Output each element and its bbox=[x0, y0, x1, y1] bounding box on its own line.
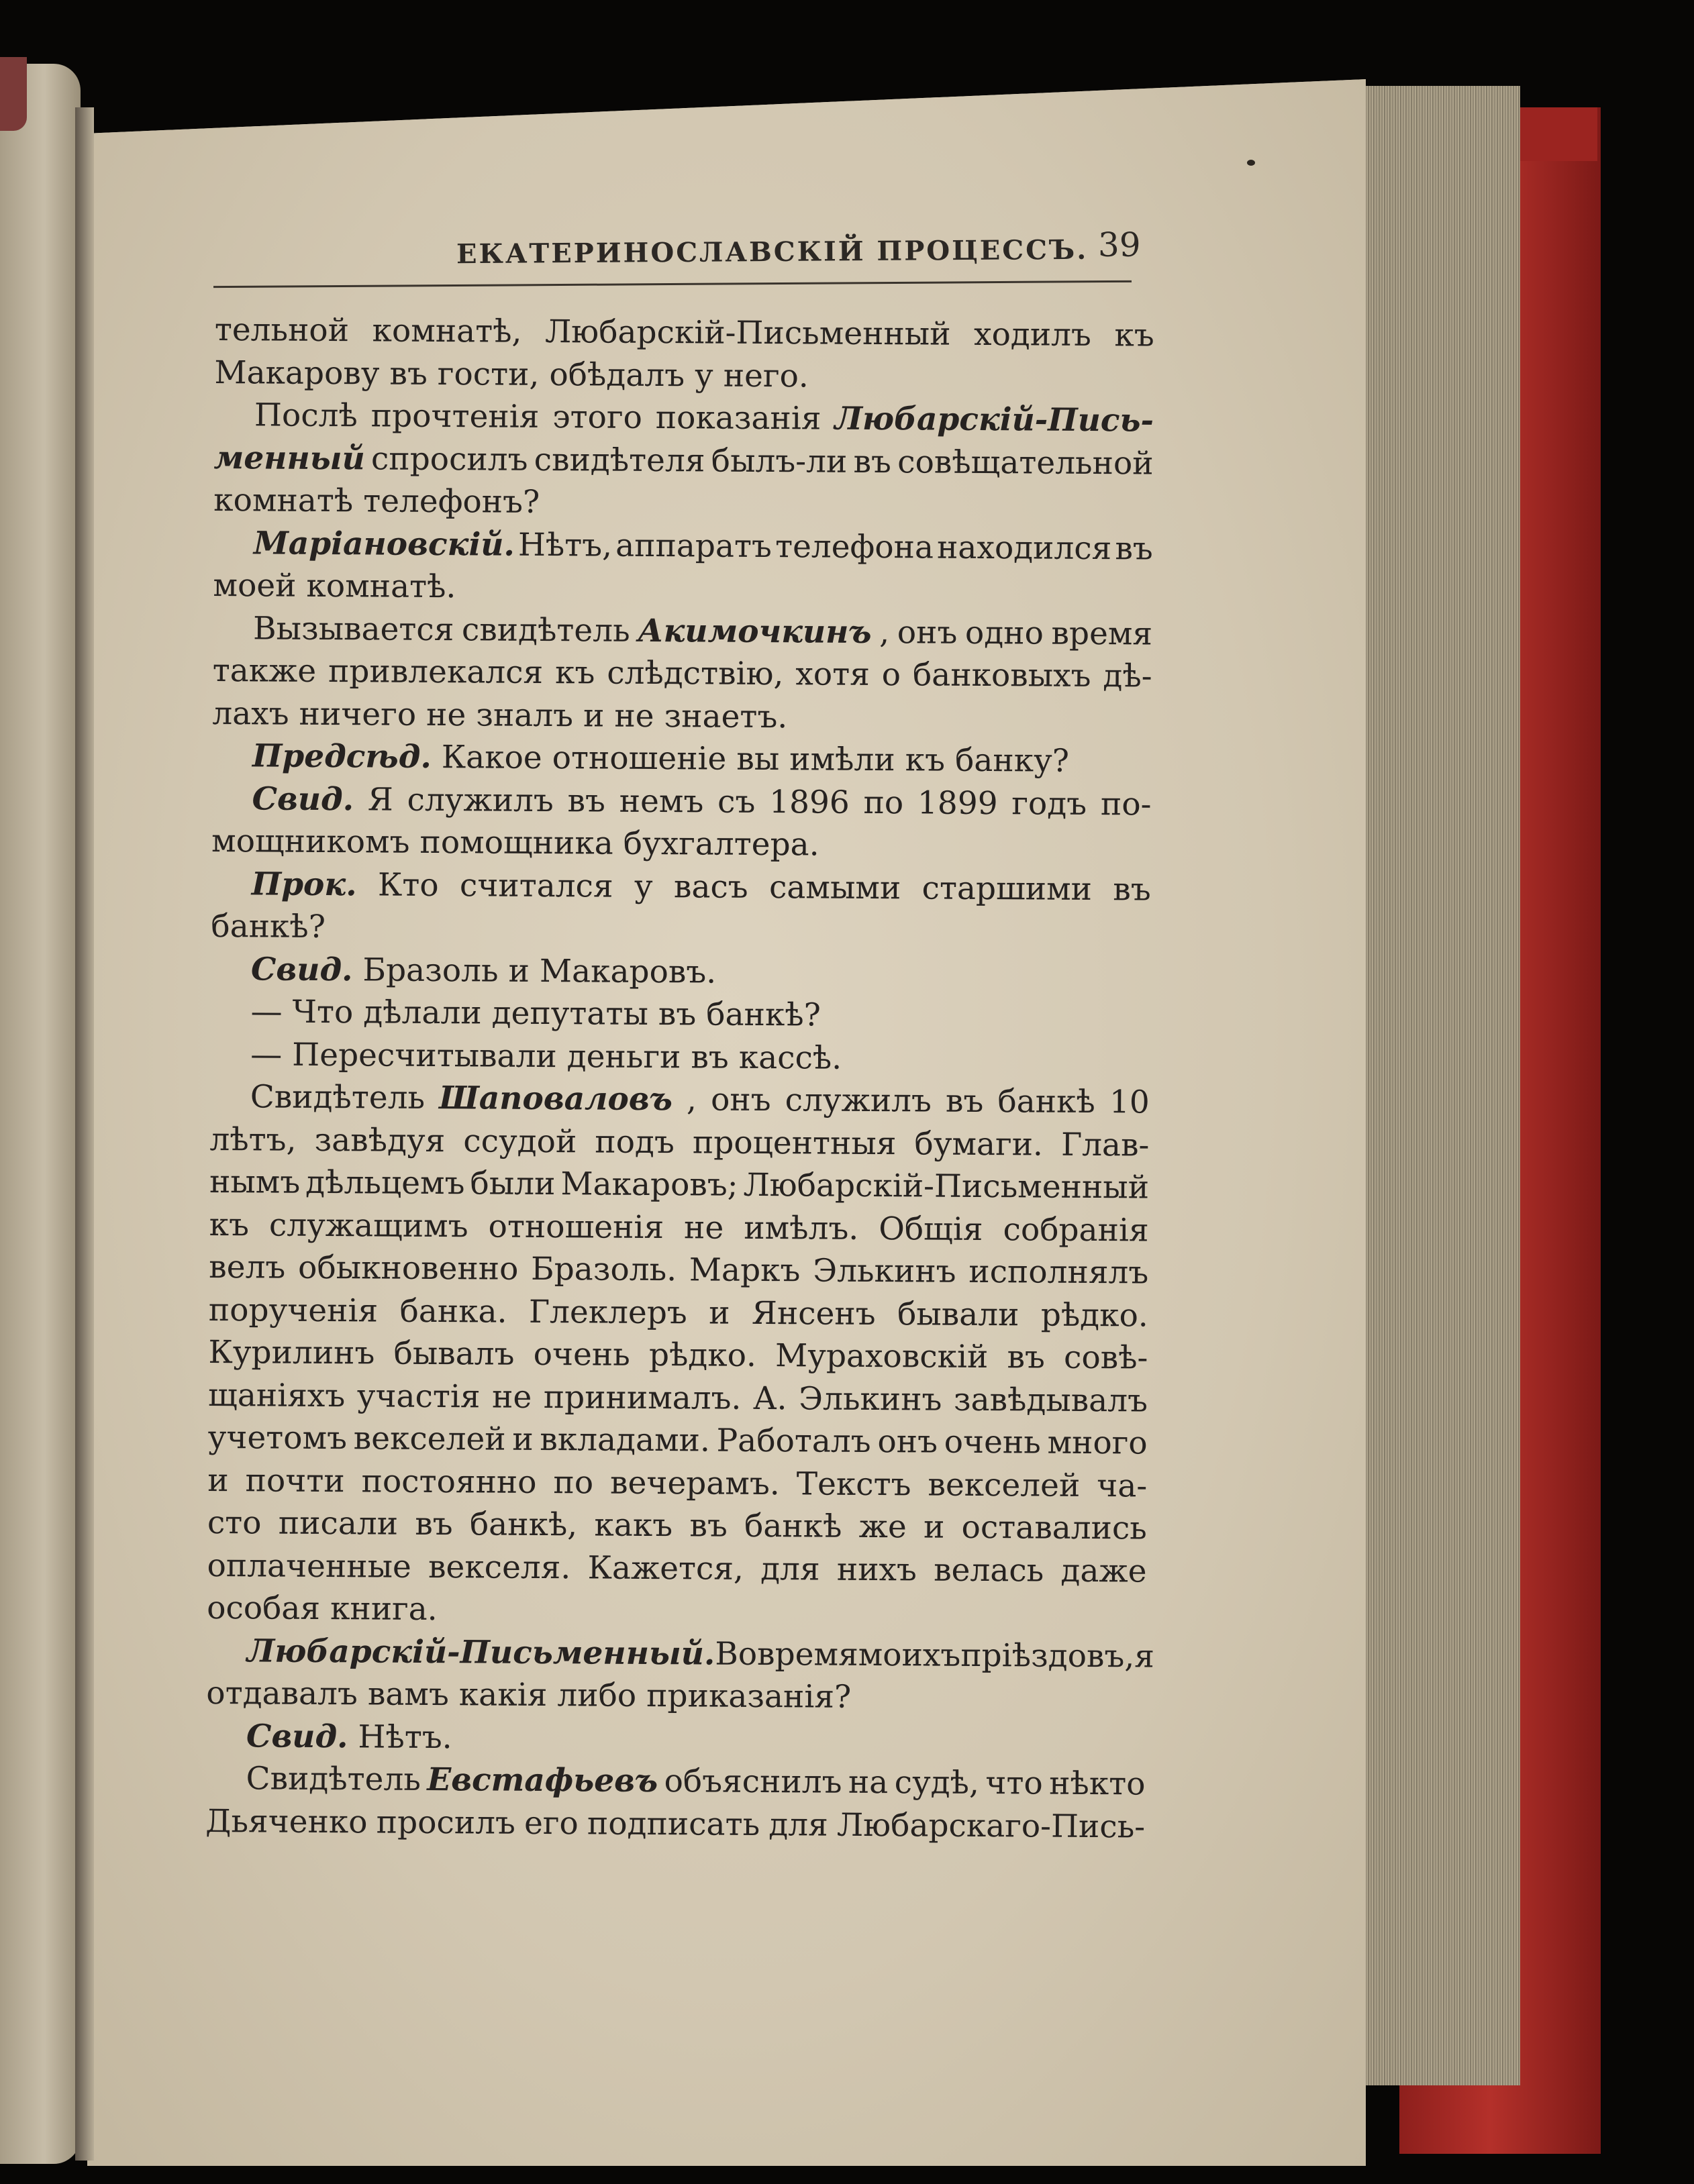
text-word: Глеклеръ bbox=[528, 1293, 687, 1331]
text-line bbox=[207, 1587, 1146, 1635]
text-word: постоянно bbox=[361, 1462, 537, 1501]
text-word: въ bbox=[853, 443, 892, 480]
running-head: ЕКАТЕРИНОСЛАВСКІЙ ПРОЦЕССЪ. bbox=[456, 233, 1089, 270]
text-word: у bbox=[694, 356, 713, 395]
text-word: Любарскаго-Пись- bbox=[836, 1806, 1146, 1846]
text-word: совѣщательной bbox=[897, 443, 1154, 482]
speaker-name: Акимочкинъ bbox=[638, 612, 872, 651]
speaker-name: Свид. bbox=[252, 780, 354, 818]
text-word: въ bbox=[691, 1038, 729, 1076]
text-word: онъ bbox=[710, 1081, 771, 1119]
text-word: по- bbox=[1100, 785, 1152, 823]
text-word: не bbox=[614, 697, 654, 735]
text-word: дѣ- bbox=[1103, 658, 1152, 695]
text-word: Послѣ bbox=[254, 397, 358, 435]
text-word: — bbox=[250, 1035, 283, 1074]
text-word: въ bbox=[945, 1082, 984, 1121]
text-word: ходилъ bbox=[973, 315, 1092, 354]
text-word: 1896 bbox=[768, 783, 850, 821]
speaker-name: Любарскій-Пись- bbox=[834, 400, 1154, 439]
text-line bbox=[214, 351, 1154, 399]
text-word: были bbox=[470, 1165, 556, 1203]
text-line bbox=[208, 1373, 1148, 1422]
text-word: гости, bbox=[437, 355, 540, 393]
text-word: немъ bbox=[619, 782, 704, 820]
text-word: вкладами. bbox=[540, 1420, 711, 1459]
text-word: къ bbox=[554, 654, 595, 692]
text-word: привлекался bbox=[328, 653, 544, 691]
speaker-name: Предсѣд. bbox=[252, 737, 432, 776]
text-word: и bbox=[512, 1420, 534, 1458]
text-word: спросилъ bbox=[370, 439, 528, 478]
text-word: подписать bbox=[587, 1804, 760, 1843]
text-word: и bbox=[508, 952, 530, 990]
text-word: для bbox=[760, 1550, 820, 1588]
text-line bbox=[207, 1544, 1146, 1592]
text-line bbox=[209, 1118, 1149, 1166]
text-word: вамъ bbox=[367, 1675, 450, 1714]
text-word: порученія bbox=[208, 1291, 379, 1330]
text-line bbox=[206, 1714, 1146, 1763]
text-line bbox=[211, 862, 1151, 911]
text-word: завѣдуя bbox=[314, 1121, 446, 1159]
text-word: банкѣ? bbox=[211, 907, 326, 946]
text-word: отношеніе bbox=[552, 739, 727, 778]
text-word: бухгалтера. bbox=[623, 825, 819, 864]
text-word: Макаровъ; bbox=[560, 1165, 738, 1204]
text-word: въ bbox=[689, 1507, 728, 1545]
text-word: ссудой bbox=[463, 1122, 577, 1160]
text-word: къ bbox=[1114, 317, 1154, 354]
text-word: прочтенія bbox=[370, 397, 540, 435]
text-line bbox=[210, 1033, 1150, 1081]
text-word: лѣтъ, bbox=[209, 1121, 297, 1159]
text-word: ча- bbox=[1097, 1467, 1148, 1505]
text-word: учетомъ bbox=[207, 1418, 348, 1457]
text-word: его bbox=[524, 1804, 579, 1842]
text-word: зналъ bbox=[476, 696, 574, 734]
text-word: велась bbox=[934, 1551, 1044, 1590]
text-word: Макарову bbox=[214, 354, 380, 393]
text-word: хотя bbox=[795, 656, 870, 693]
text-line bbox=[211, 820, 1151, 868]
text-word: васъ bbox=[673, 868, 748, 906]
text-word: время bbox=[756, 1635, 858, 1673]
text-word: онъ bbox=[897, 613, 958, 652]
text-word: банка. bbox=[399, 1292, 507, 1331]
text-word: и bbox=[207, 1461, 229, 1499]
text-word: служилъ bbox=[785, 1082, 932, 1120]
text-line bbox=[211, 905, 1150, 953]
text-word: для bbox=[768, 1806, 828, 1844]
text-word: знаетъ. bbox=[664, 697, 788, 735]
text-word: въ bbox=[567, 782, 606, 820]
text-word: Пересчитывали bbox=[292, 1036, 557, 1075]
text-word: къ bbox=[209, 1206, 250, 1243]
text-word: бумаги. bbox=[914, 1125, 1044, 1163]
text-word: Свидѣтель bbox=[250, 1078, 426, 1116]
text-word: 1899 bbox=[917, 784, 998, 822]
text-word: вечерамъ. bbox=[609, 1464, 780, 1502]
text-word: рѣдко. bbox=[648, 1336, 757, 1374]
text-word: находился bbox=[936, 529, 1112, 567]
text-word: Что bbox=[292, 993, 354, 1031]
speaker-name: Прок. bbox=[251, 865, 357, 903]
ink-speck bbox=[1247, 160, 1255, 166]
text-word: собранія bbox=[1003, 1210, 1149, 1249]
text-line bbox=[212, 735, 1152, 783]
text-word: банку? bbox=[954, 741, 1070, 780]
text-word: Кто bbox=[377, 866, 439, 904]
text-word: Я bbox=[367, 780, 393, 819]
text-word: мощникомъ bbox=[211, 822, 410, 861]
text-word: онъ bbox=[877, 1423, 938, 1461]
text-word: исполнялъ bbox=[968, 1253, 1149, 1292]
text-word: въ bbox=[389, 355, 428, 393]
text-word: векселя. bbox=[428, 1548, 571, 1586]
text-word: время bbox=[1051, 615, 1153, 653]
text-word: считался bbox=[459, 866, 613, 905]
text-word: служащимъ bbox=[268, 1206, 468, 1245]
text-word: показанія bbox=[655, 399, 821, 437]
text-word: банкѣ? bbox=[706, 996, 821, 1034]
text-word: принималъ. bbox=[543, 1378, 742, 1417]
text-word: дѣлали bbox=[363, 994, 482, 1032]
text-word: моей bbox=[213, 566, 297, 605]
text-word: по bbox=[553, 1463, 594, 1501]
speaker-name: Свид. bbox=[250, 950, 353, 988]
text-line bbox=[209, 1203, 1148, 1251]
text-word: свидѣтеля bbox=[534, 441, 705, 479]
text-word: Элькинъ bbox=[813, 1252, 956, 1290]
text-word: особая bbox=[207, 1589, 321, 1627]
text-word: , bbox=[686, 1081, 697, 1119]
text-word: щаніяхъ bbox=[207, 1376, 346, 1414]
text-word: участія bbox=[356, 1377, 481, 1415]
text-word: служилъ bbox=[407, 781, 554, 819]
text-word: самыми bbox=[768, 868, 901, 906]
text-word: просилъ bbox=[376, 1804, 516, 1842]
text-line bbox=[215, 309, 1154, 357]
text-word: почти bbox=[245, 1461, 345, 1500]
text-line bbox=[206, 1672, 1146, 1720]
text-line bbox=[212, 692, 1152, 740]
text-word: совѣ- bbox=[1063, 1339, 1148, 1377]
text-word: Курилинъ bbox=[208, 1333, 375, 1372]
text-word: не bbox=[491, 1378, 532, 1416]
text-word: имѣлъ. bbox=[744, 1209, 859, 1247]
book-gutter bbox=[75, 107, 94, 2161]
text-word: судѣ, bbox=[894, 1764, 980, 1802]
text-line bbox=[210, 1076, 1150, 1124]
speaker-name: Свид. bbox=[246, 1717, 348, 1755]
text-line bbox=[213, 436, 1153, 484]
text-word: велъ bbox=[209, 1248, 286, 1286]
text-word: А. bbox=[752, 1380, 787, 1417]
text-word: комнатѣ, bbox=[372, 312, 522, 350]
text-word: очень bbox=[533, 1335, 630, 1373]
text-word: Макаровъ. bbox=[539, 952, 717, 991]
text-word: ничего bbox=[299, 695, 417, 733]
text-word: телефонъ? bbox=[363, 482, 540, 521]
text-word: него. bbox=[723, 357, 809, 395]
text-word: телефона bbox=[775, 527, 934, 566]
text-word: банкѣ bbox=[744, 1507, 842, 1545]
page-number: 39 bbox=[1098, 225, 1141, 264]
text-word: писали bbox=[278, 1504, 399, 1543]
text-word: имѣли bbox=[789, 741, 895, 779]
text-word: о bbox=[881, 656, 901, 694]
text-word: какія bbox=[458, 1676, 548, 1714]
text-word: нымъ bbox=[209, 1163, 301, 1201]
text-word: въ bbox=[658, 996, 697, 1033]
text-word: съ bbox=[717, 783, 756, 821]
text-word: Нѣтъ, bbox=[517, 526, 613, 564]
text-word: не bbox=[683, 1208, 724, 1247]
text-word: по bbox=[863, 784, 904, 821]
text-word: процентныя bbox=[692, 1123, 897, 1162]
text-word: на bbox=[848, 1763, 889, 1802]
text-line bbox=[209, 1246, 1148, 1294]
text-line bbox=[214, 394, 1154, 442]
text-word: свидѣтель bbox=[461, 611, 630, 649]
page-stack-edge bbox=[1362, 86, 1520, 2085]
text-word: Элькинъ bbox=[798, 1380, 942, 1418]
text-line bbox=[213, 564, 1152, 613]
text-word: Глав- bbox=[1060, 1126, 1150, 1164]
text-word: Кажется, bbox=[587, 1549, 744, 1588]
text-word: отношенія bbox=[488, 1208, 664, 1246]
text-word: векселей bbox=[353, 1420, 506, 1458]
text-word: обыкновенно bbox=[297, 1249, 519, 1288]
text-word: банковыхъ bbox=[912, 656, 1091, 694]
left-page-edge bbox=[0, 64, 81, 2164]
text-word: комнатѣ. bbox=[306, 567, 456, 606]
body-text bbox=[205, 309, 1154, 1849]
text-word: нѣкто bbox=[1049, 1765, 1146, 1803]
text-word: 10 bbox=[1109, 1084, 1150, 1121]
text-word: этого bbox=[552, 399, 643, 436]
text-word: подъ bbox=[595, 1123, 675, 1161]
text-line bbox=[209, 1288, 1148, 1337]
speaker-name: Евстафьевъ bbox=[427, 1761, 658, 1800]
text-word: Нѣтъ. bbox=[358, 1718, 452, 1756]
text-word: тельной bbox=[214, 311, 350, 350]
text-word: Янсенъ bbox=[751, 1294, 876, 1333]
speaker-name: Шаповаловъ bbox=[439, 1080, 673, 1119]
text-word: Текстъ bbox=[796, 1465, 911, 1503]
text-word: банкѣ, bbox=[469, 1506, 578, 1544]
text-word: пріѣздовъ, bbox=[960, 1636, 1135, 1675]
text-line bbox=[213, 607, 1152, 655]
text-word: у bbox=[634, 868, 653, 905]
text-word: и bbox=[709, 1294, 730, 1332]
text-word: годъ bbox=[1011, 784, 1087, 823]
text-word: Любарскій-Письменный bbox=[743, 1166, 1150, 1206]
text-word: же bbox=[858, 1508, 907, 1546]
text-word: былъ-ли bbox=[711, 442, 848, 480]
text-word: Мураховскій bbox=[775, 1337, 989, 1376]
text-word: Общія bbox=[879, 1210, 983, 1248]
text-line bbox=[209, 1161, 1149, 1209]
text-line bbox=[210, 990, 1150, 1039]
text-word: въ bbox=[415, 1505, 453, 1543]
text-line bbox=[207, 1459, 1147, 1507]
text-word: Свидѣтель bbox=[246, 1760, 421, 1798]
text-word: рѣдко. bbox=[1040, 1296, 1148, 1335]
text-word: помощника bbox=[419, 823, 613, 862]
text-word: нихъ bbox=[836, 1551, 917, 1588]
text-line bbox=[205, 1800, 1145, 1848]
text-word: слѣдствію, bbox=[607, 654, 784, 693]
text-word: отдавалъ bbox=[206, 1674, 358, 1713]
text-word: банкѣ bbox=[997, 1083, 1095, 1121]
text-word: много bbox=[1047, 1424, 1148, 1462]
text-line bbox=[211, 777, 1151, 825]
text-word: деньги bbox=[566, 1037, 681, 1076]
text-word: Дьяченко bbox=[205, 1802, 368, 1840]
text-word: Маркъ bbox=[689, 1251, 801, 1290]
text-word: Бразоль bbox=[362, 951, 499, 990]
text-word: лахъ bbox=[212, 694, 289, 733]
text-word: не bbox=[426, 696, 466, 733]
text-line bbox=[213, 649, 1152, 698]
text-word: старшими bbox=[921, 869, 1093, 908]
speaker-name: Любарскій-Письменный. bbox=[246, 1632, 715, 1673]
text-word: сто bbox=[207, 1504, 262, 1542]
text-word: — bbox=[250, 993, 283, 1031]
text-word: моихъ bbox=[858, 1636, 961, 1674]
text-line bbox=[207, 1502, 1147, 1550]
text-word: и bbox=[923, 1508, 945, 1546]
text-word: къ bbox=[905, 741, 946, 779]
text-word: бывалъ bbox=[393, 1335, 515, 1373]
text-word: Бразоль. bbox=[530, 1250, 677, 1289]
text-word: приказанія? bbox=[646, 1677, 852, 1716]
text-word: депутаты bbox=[491, 994, 649, 1033]
text-word: объяснилъ bbox=[664, 1763, 842, 1801]
text-line bbox=[208, 1416, 1148, 1465]
text-word: даже bbox=[1060, 1552, 1147, 1590]
text-word: и bbox=[583, 696, 605, 735]
text-line bbox=[205, 1757, 1145, 1806]
text-line bbox=[208, 1331, 1148, 1380]
text-word: аппаратъ bbox=[615, 527, 773, 565]
text-word: Какое bbox=[441, 739, 542, 776]
text-word: комнатѣ bbox=[213, 481, 354, 520]
text-word: также bbox=[212, 652, 317, 690]
speaker-name: менный bbox=[213, 439, 365, 477]
text-word: въ bbox=[1007, 1339, 1046, 1376]
text-word: одно bbox=[964, 614, 1044, 652]
text-word: Работалъ bbox=[716, 1422, 871, 1461]
text-line bbox=[211, 947, 1150, 996]
text-word: оплаченные bbox=[207, 1547, 411, 1585]
text-word: очень bbox=[944, 1423, 1041, 1461]
text-word: дѣльцемъ bbox=[305, 1163, 465, 1202]
text-word: кассѣ. bbox=[738, 1039, 842, 1077]
text-word: какъ bbox=[594, 1506, 673, 1545]
text-word: оставались bbox=[961, 1508, 1148, 1547]
text-word: что bbox=[985, 1765, 1043, 1802]
text-word: въ bbox=[1115, 529, 1153, 568]
text-word: бывали bbox=[897, 1295, 1019, 1333]
text-word: , bbox=[879, 613, 890, 651]
speaker-name: Маріановскій. bbox=[253, 524, 515, 564]
text-line bbox=[213, 521, 1153, 570]
text-word: Вызывается bbox=[252, 609, 454, 648]
text-line bbox=[207, 1629, 1155, 1677]
text-word: завѣдывалъ bbox=[953, 1381, 1148, 1420]
text-word: либо bbox=[557, 1677, 637, 1714]
text-word: векселей bbox=[928, 1466, 1081, 1504]
text-word: вы bbox=[736, 740, 780, 778]
text-line bbox=[213, 479, 1153, 527]
text-word: обѣдалъ bbox=[549, 356, 685, 394]
text-word: Во bbox=[715, 1635, 758, 1673]
text-word: книга. bbox=[330, 1590, 438, 1628]
text-word: Любарскій-Письменный bbox=[544, 313, 951, 353]
left-cover-edge bbox=[0, 57, 27, 131]
text-word: въ bbox=[1113, 870, 1151, 908]
text-word: я bbox=[1134, 1637, 1155, 1675]
